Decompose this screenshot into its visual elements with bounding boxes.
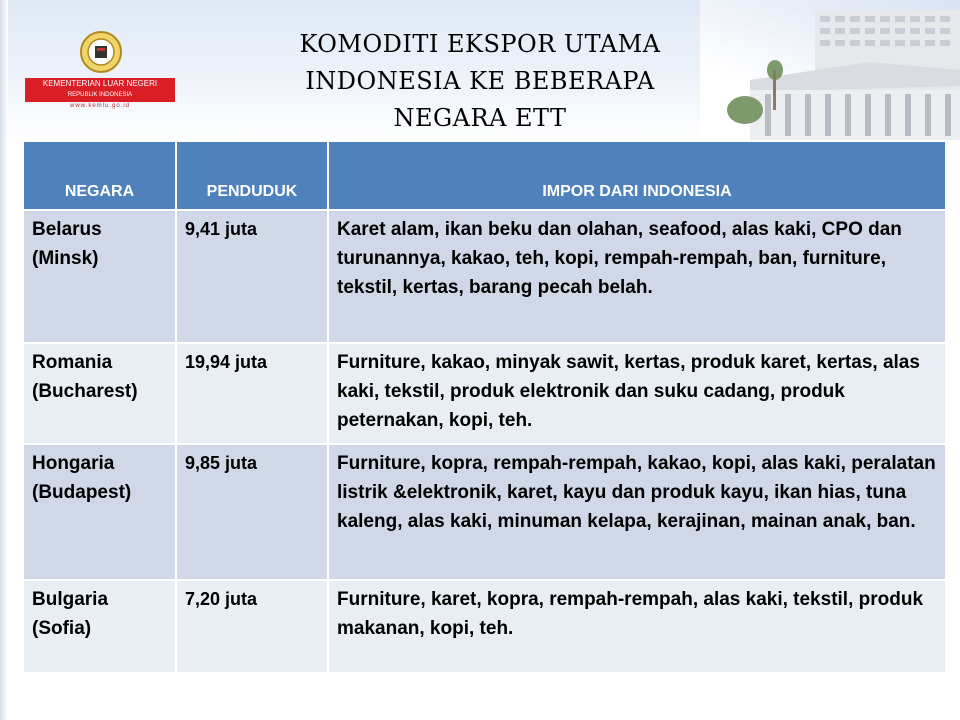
country-name: Bulgaria <box>32 589 109 610</box>
table-row <box>24 444 945 580</box>
table-header-row <box>24 142 945 210</box>
title-line-2: INDONESIA KE BEBERAPA <box>305 67 655 95</box>
population-cell: 9,85 juta <box>176 444 328 580</box>
header-population: PENDUDUK <box>176 142 328 210</box>
imports-cell: Furniture, kopra, rempah-rempah, kakao, kopi, alas kaki, peralatan listrik &elektronik, karet, kayu dan produk kayu, ikan hias, tuna kaleng, alas kaki, minuman kelapa, kerajinan, mainan anak, ban. <box>328 444 945 580</box>
ministry-country: REPUBLIK INDONESIA <box>67 92 133 98</box>
table-row <box>24 580 945 672</box>
title-line-1: KOMODITI EKSPOR UTAMA <box>299 30 661 58</box>
table-row <box>24 210 945 343</box>
imports-cell: Karet alam, ikan beku dan olahan, seafood, alas kaki, CPO dan turunannya, kakao, teh, kopi, rempah-rempah, ban, furniture, tekstil, kertas, barang pecah belah. <box>328 210 945 343</box>
slide-title <box>250 26 710 137</box>
table-row <box>24 343 945 444</box>
country-name: Hongaria <box>32 453 115 474</box>
capital-name: (Minsk) <box>32 248 99 269</box>
export-commodities-table <box>24 142 945 672</box>
header-imports: IMPOR DARI INDONESIA <box>328 142 945 210</box>
population-cell: 19,94 juta <box>176 343 328 444</box>
country-cell <box>24 580 176 672</box>
capital-name: (Budapest) <box>32 482 132 503</box>
ministry-website: www.kemlu.go.id <box>69 103 131 109</box>
country-name: Belarus <box>32 219 102 240</box>
capital-name: (Sofia) <box>32 618 92 639</box>
country-cell <box>24 444 176 580</box>
left-edge-decoration <box>0 0 8 720</box>
title-line-3: NEGARA ETT <box>393 104 567 132</box>
country-cell <box>24 210 176 343</box>
imports-cell: Furniture, kakao, minyak sawit, kertas, produk karet, kertas, alas kaki, tekstil, produk elektronik dan suku cadang, produk peternakan, kopi, teh. <box>328 343 945 444</box>
capital-name: (Bucharest) <box>32 381 138 402</box>
country-cell <box>24 343 176 444</box>
header-country: NEGARA <box>24 142 176 210</box>
garuda-emblem-icon <box>79 30 123 74</box>
imports-cell: Furniture, karet, kopra, rempah-rempah, alas kaki, tekstil, produk makanan, kopi, teh. <box>328 580 945 672</box>
ministry-subtitle-box <box>25 90 175 102</box>
country-name: Romania <box>32 352 113 373</box>
ministry-logo <box>25 30 175 115</box>
population-cell: 7,20 juta <box>176 580 328 672</box>
ministry-name: KEMENTERIAN LUAR NEGERI <box>42 79 158 88</box>
population-cell: 9,41 juta <box>176 210 328 343</box>
ministry-building-image <box>720 0 960 140</box>
